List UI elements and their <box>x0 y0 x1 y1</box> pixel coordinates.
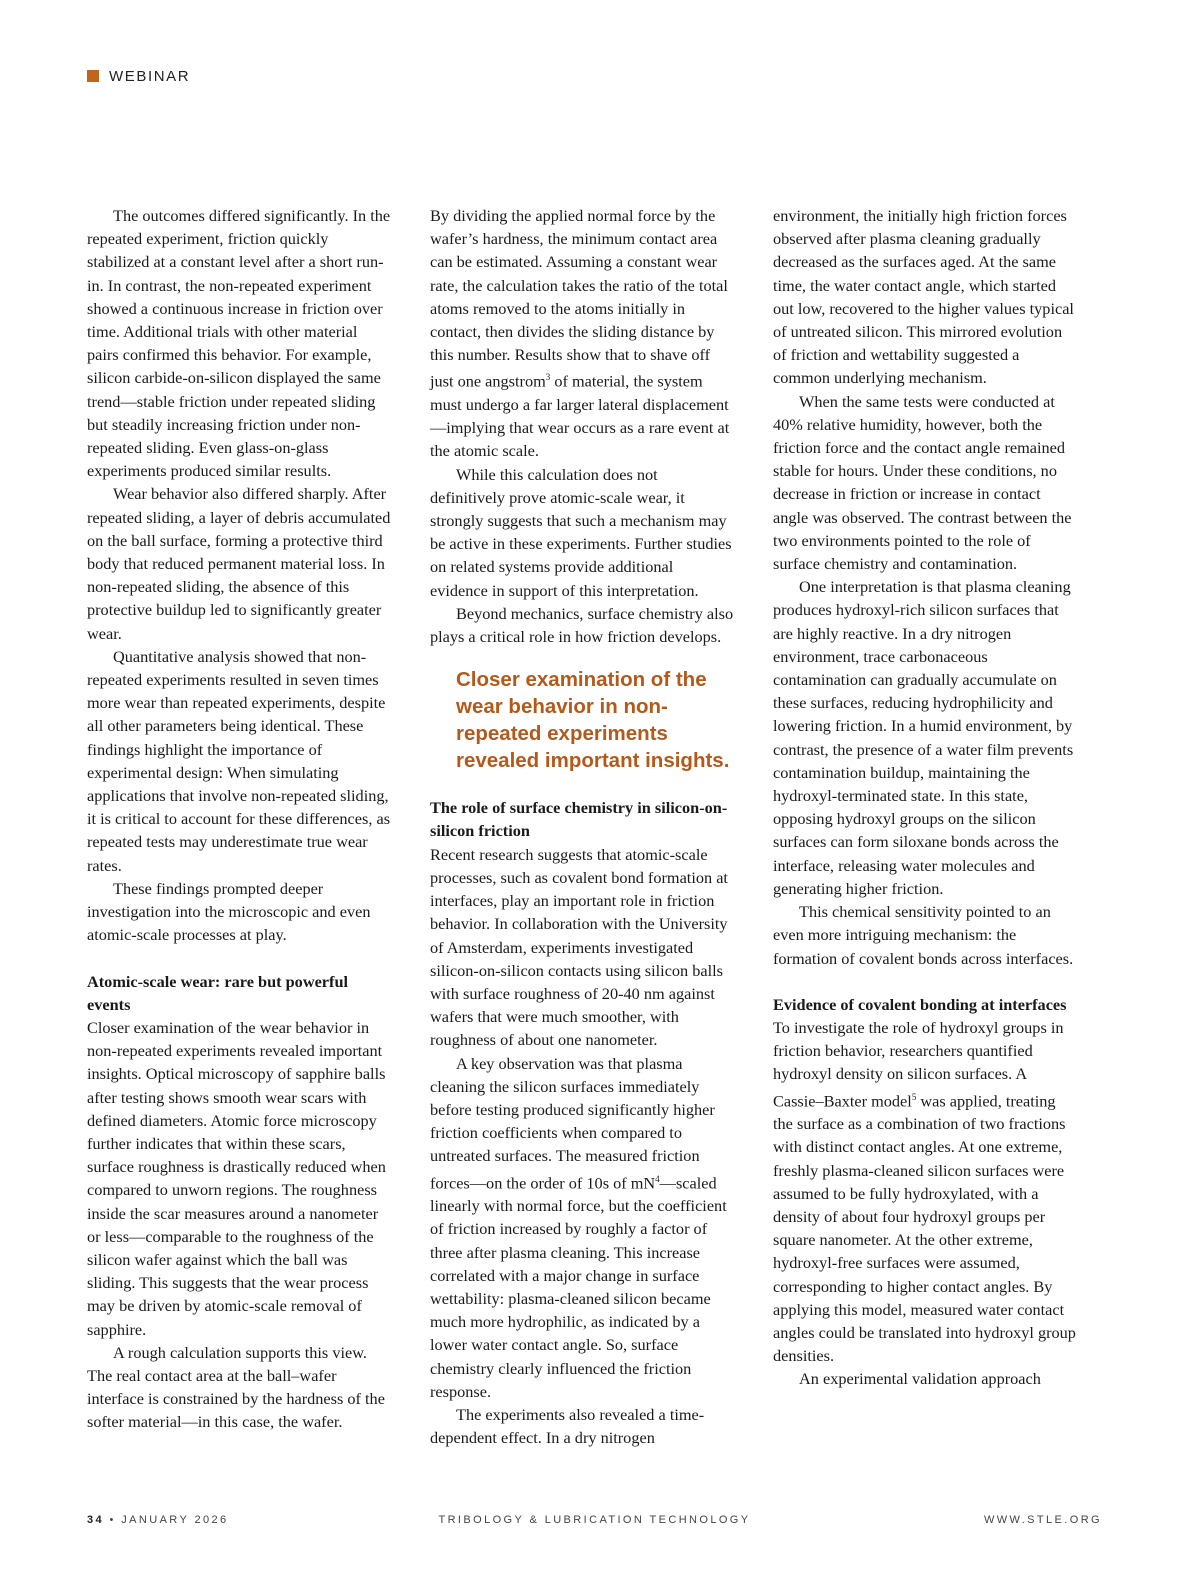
paragraph: The experiments also revealed a time-dependent effect. In a dry nitrogen <box>430 1404 705 1448</box>
issue-date: JANUARY 2026 <box>121 1514 229 1526</box>
paragraph: This chemical sensitivity pointed to an even more intriguing mechanism: the formation of covalent bonds across interfaces. <box>773 902 1074 968</box>
paragraph: An experimental validation approach <box>799 1369 1041 1389</box>
paragraph: While this calculation does not definitively prove atomic-scale wear, it strongly suggests that such a mechanism may be active in these experiments. Further studies on related systems provide additional evidence in support of this interpretation. <box>430 464 732 600</box>
footnote-ref: 4 <box>655 1173 660 1184</box>
paragraph: A key observation was that plasma cleaning the silicon surfaces immediately before testing produced significantly higher friction coefficients when compared to untreated surfaces. The measured friction forces—on the order of 10s of $mN^4—scaled$ linearly with normal force, but the coefficient of friction increased by roughly a factor of three after plasma cleaning. This increase correlated with a major change in surface wettability: plasma-cleaned silicon became much more hydrophilic, as indicated by a lower water contact angle. So, surface chemistry clearly influenced the friction response. <box>430 1053 727 1401</box>
column-3 <box>773 204 1078 1391</box>
paragraph: A rough calculation supports this view. The real contact area at the ball–wafer interface is constrained by the hardness of the softer material—in this case, the wafer. <box>87 1342 385 1432</box>
paragraph: One interpretation is that plasma cleaning produces hydroxyl-rich silicon surfaces that are highly reactive. In a dry nitrogen environment, trace carbonaceous contamination can gradually accumulate on these surfaces, reducing hydrophilicity and lowering friction. In a humid environment, by contrast, the presence of a water film prevents contamination buildup, maintaining the hydroxyl-terminated state. In this state, opposing hydroxyl groups on the silicon surfaces can form siloxane bonds across the interface, releasing water molecules and generating higher friction. <box>773 577 1074 898</box>
footnote-ref: 5 <box>911 1091 917 1102</box>
paragraph: environment, the initially high friction forces observed after plasma cleaning gradually decreased as the surfaces aged. At the same time, the water contact angle, which started out low, recovered to the higher values typical of untreated silicon. This mirrored evolution of friction and wettability suggested a common underlying mechanism. <box>773 206 1074 388</box>
paragraph: The outcomes differed significantly. In the repeated experiment, friction quickly stabilized at a constant level after a short run-in. In contrast, the non-repeated experiment showed a continuous increase in friction over time. Additional trials with other material pairs confirmed this behavior. For example, silicon carbide-on-silicon displayed the same trend—stable friction under repeated sliding but steadily increasing friction under non-repeated sliding. Even glass-on-glass experiments produced similar results. <box>87 206 391 481</box>
paragraph: To investigate the role of hydroxyl groups in friction behavior, researchers quantified hydroxyl density on silicon surfaces. A Cassie–Baxter model$^5$ was applied, treating the surface as a combination of two fractions with distinct contact angles. At one extreme, freshly plasma-cleaned silicon surfaces were assumed to be fully hydroxylated, with a density of about four hydroxyl groups per square nanometer. At the other extreme, hydroxyl-free surfaces were assumed, corresponding to higher contact angles. By applying this model, measured water contact angles could be translated into hydroxyl group densities. <box>773 1017 1076 1366</box>
pull-quote: Closer examination of the wear behavior in non-repeated experiments revealed important insights. <box>456 668 730 773</box>
website-link[interactable]: WWW.STLE.ORG <box>983 1514 1102 1526</box>
paragraph: These findings prompted deeper investigation into the microscopic and even atomic-scale processes at play. <box>87 878 371 945</box>
paragraph: Closer examination of the wear behavior in non-repeated experiments revealed important insights. Optical microscopy of sapphire balls after testing shows smooth wear scars with defined diameters. Atomic force microscopy further indicates that within these scars, surface roughness is drastically reduced when compared to unworn regions. The roughness inside the scar measures around a nanometer or less—comparable to the roughness of the silicon wafer against which the ball was sliding. This suggests that the wear process may be driven by atomic-scale removal of sapphire. <box>87 1017 386 1339</box>
section-heading: The role of surface chemistry in silicon-on-silicon friction <box>430 798 728 841</box>
column-1 <box>87 204 392 1434</box>
paragraph: Quantitative analysis showed that non-repeated experiments resulted in seven times more wear than repeated experiments, despite all other parameters being identical. These findings highlight the importance of experimental design: When simulating applications that involve non-repeated sliding, it is critical to account for these differences, as repeated tests may underestimate true wear rates. <box>87 646 391 875</box>
page-footer <box>87 1514 1102 1530</box>
paragraph: Beyond mechanics, surface chemistry also plays a critical role in how friction develops. <box>430 603 734 647</box>
section-header <box>87 66 190 86</box>
page-number: 34 <box>87 1514 105 1526</box>
paragraph: By dividing the applied normal force by the wafer’s hardness, the minimum contact area can be estimated. Assuming a constant wear rate, the calculation takes the ratio of the total atoms removed to the atoms initially in contact, then divides the sliding distance by this number. Results show that to shave off just one angstrom$^3$ of material, the system must undergo a far larger lateral displacement—implying that wear occurs as a rare event at the atomic scale. <box>430 206 730 461</box>
paragraph: Recent research suggests that atomic-scale processes, such as covalent bond formation at interfaces, play an important role in friction behavior. In collaboration with the University of Amsterdam, experiments investigated silicon-on-silicon contacts using silicon balls with surface roughness of 20-40 nm against wafers that were much smoother, with roughness of about one nanometer. <box>430 844 728 1050</box>
paragraph: When the same tests were conducted at 40% relative humidity, however, both the friction force and the contact angle remained stable for hours. Under these conditions, no decrease in friction or increase in contact angle was observed. The contrast between the two environments pointed to the role of surface chemistry and contamination. <box>773 391 1072 574</box>
section-heading: Atomic-scale wear: rare but powerful events <box>87 971 349 1014</box>
section-heading: Evidence of covalent bonding at interfaces <box>773 994 1067 1014</box>
publication-name: TRIBOLOGY & LUBRICATION TECHNOLOGY <box>438 1514 751 1526</box>
footnote-ref: 3 <box>545 372 551 383</box>
footer-separator: • <box>109 1514 116 1526</box>
paragraph: Wear behavior also differed sharply. After repeated sliding, a layer of debris accumulated on the ball surface, forming a protective third body that reduced permanent material loss. In non-repeated sliding, the absence of this protective buildup led to significantly greater wear. <box>87 484 391 643</box>
section-label: WEBINAR <box>109 67 191 85</box>
section-marker-icon <box>87 70 99 82</box>
column-2 <box>430 204 735 1449</box>
